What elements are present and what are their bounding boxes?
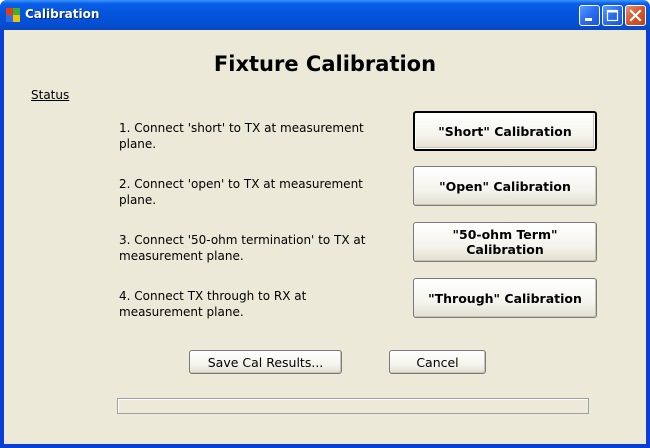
short-calibration-button[interactable]: "Short" Calibration	[413, 111, 597, 151]
step-1-instruction: 1. Connect 'short' to TX at measurement plane.	[119, 121, 364, 151]
close-button[interactable]	[625, 5, 646, 26]
window-title: Calibration	[25, 7, 100, 21]
through-calibration-button[interactable]: "Through" Calibration	[413, 278, 597, 318]
step-3-instruction: 3. Connect '50-ohm termination' to TX at measurement plane.	[119, 233, 366, 263]
minimize-button[interactable]	[579, 5, 600, 26]
minimize-icon	[580, 6, 599, 25]
cancel-button[interactable]: Cancel	[389, 350, 486, 374]
step-2-instruction: 2. Connect 'open' to TX at measurement plane.	[119, 177, 363, 207]
page-title: Fixture Calibration	[213, 52, 437, 76]
50-ohm-term-calibration-button[interactable]: "50-ohm Term" Calibration	[413, 222, 597, 262]
maximize-button[interactable]	[602, 5, 623, 26]
save-cal-results-button[interactable]: Save Cal Results...	[189, 350, 342, 374]
close-icon	[626, 6, 645, 25]
dialog-client-area	[4, 30, 646, 444]
step-4-instruction: 4. Connect TX through to RX at measurement plane.	[119, 289, 307, 319]
maximize-icon	[603, 6, 622, 25]
title-bar[interactable]	[0, 0, 650, 30]
open-calibration-button[interactable]: "Open" Calibration	[413, 166, 597, 206]
status-link[interactable]: Status	[31, 88, 70, 102]
app-window-icon	[6, 8, 20, 22]
calibration-progress-bar	[117, 398, 589, 414]
